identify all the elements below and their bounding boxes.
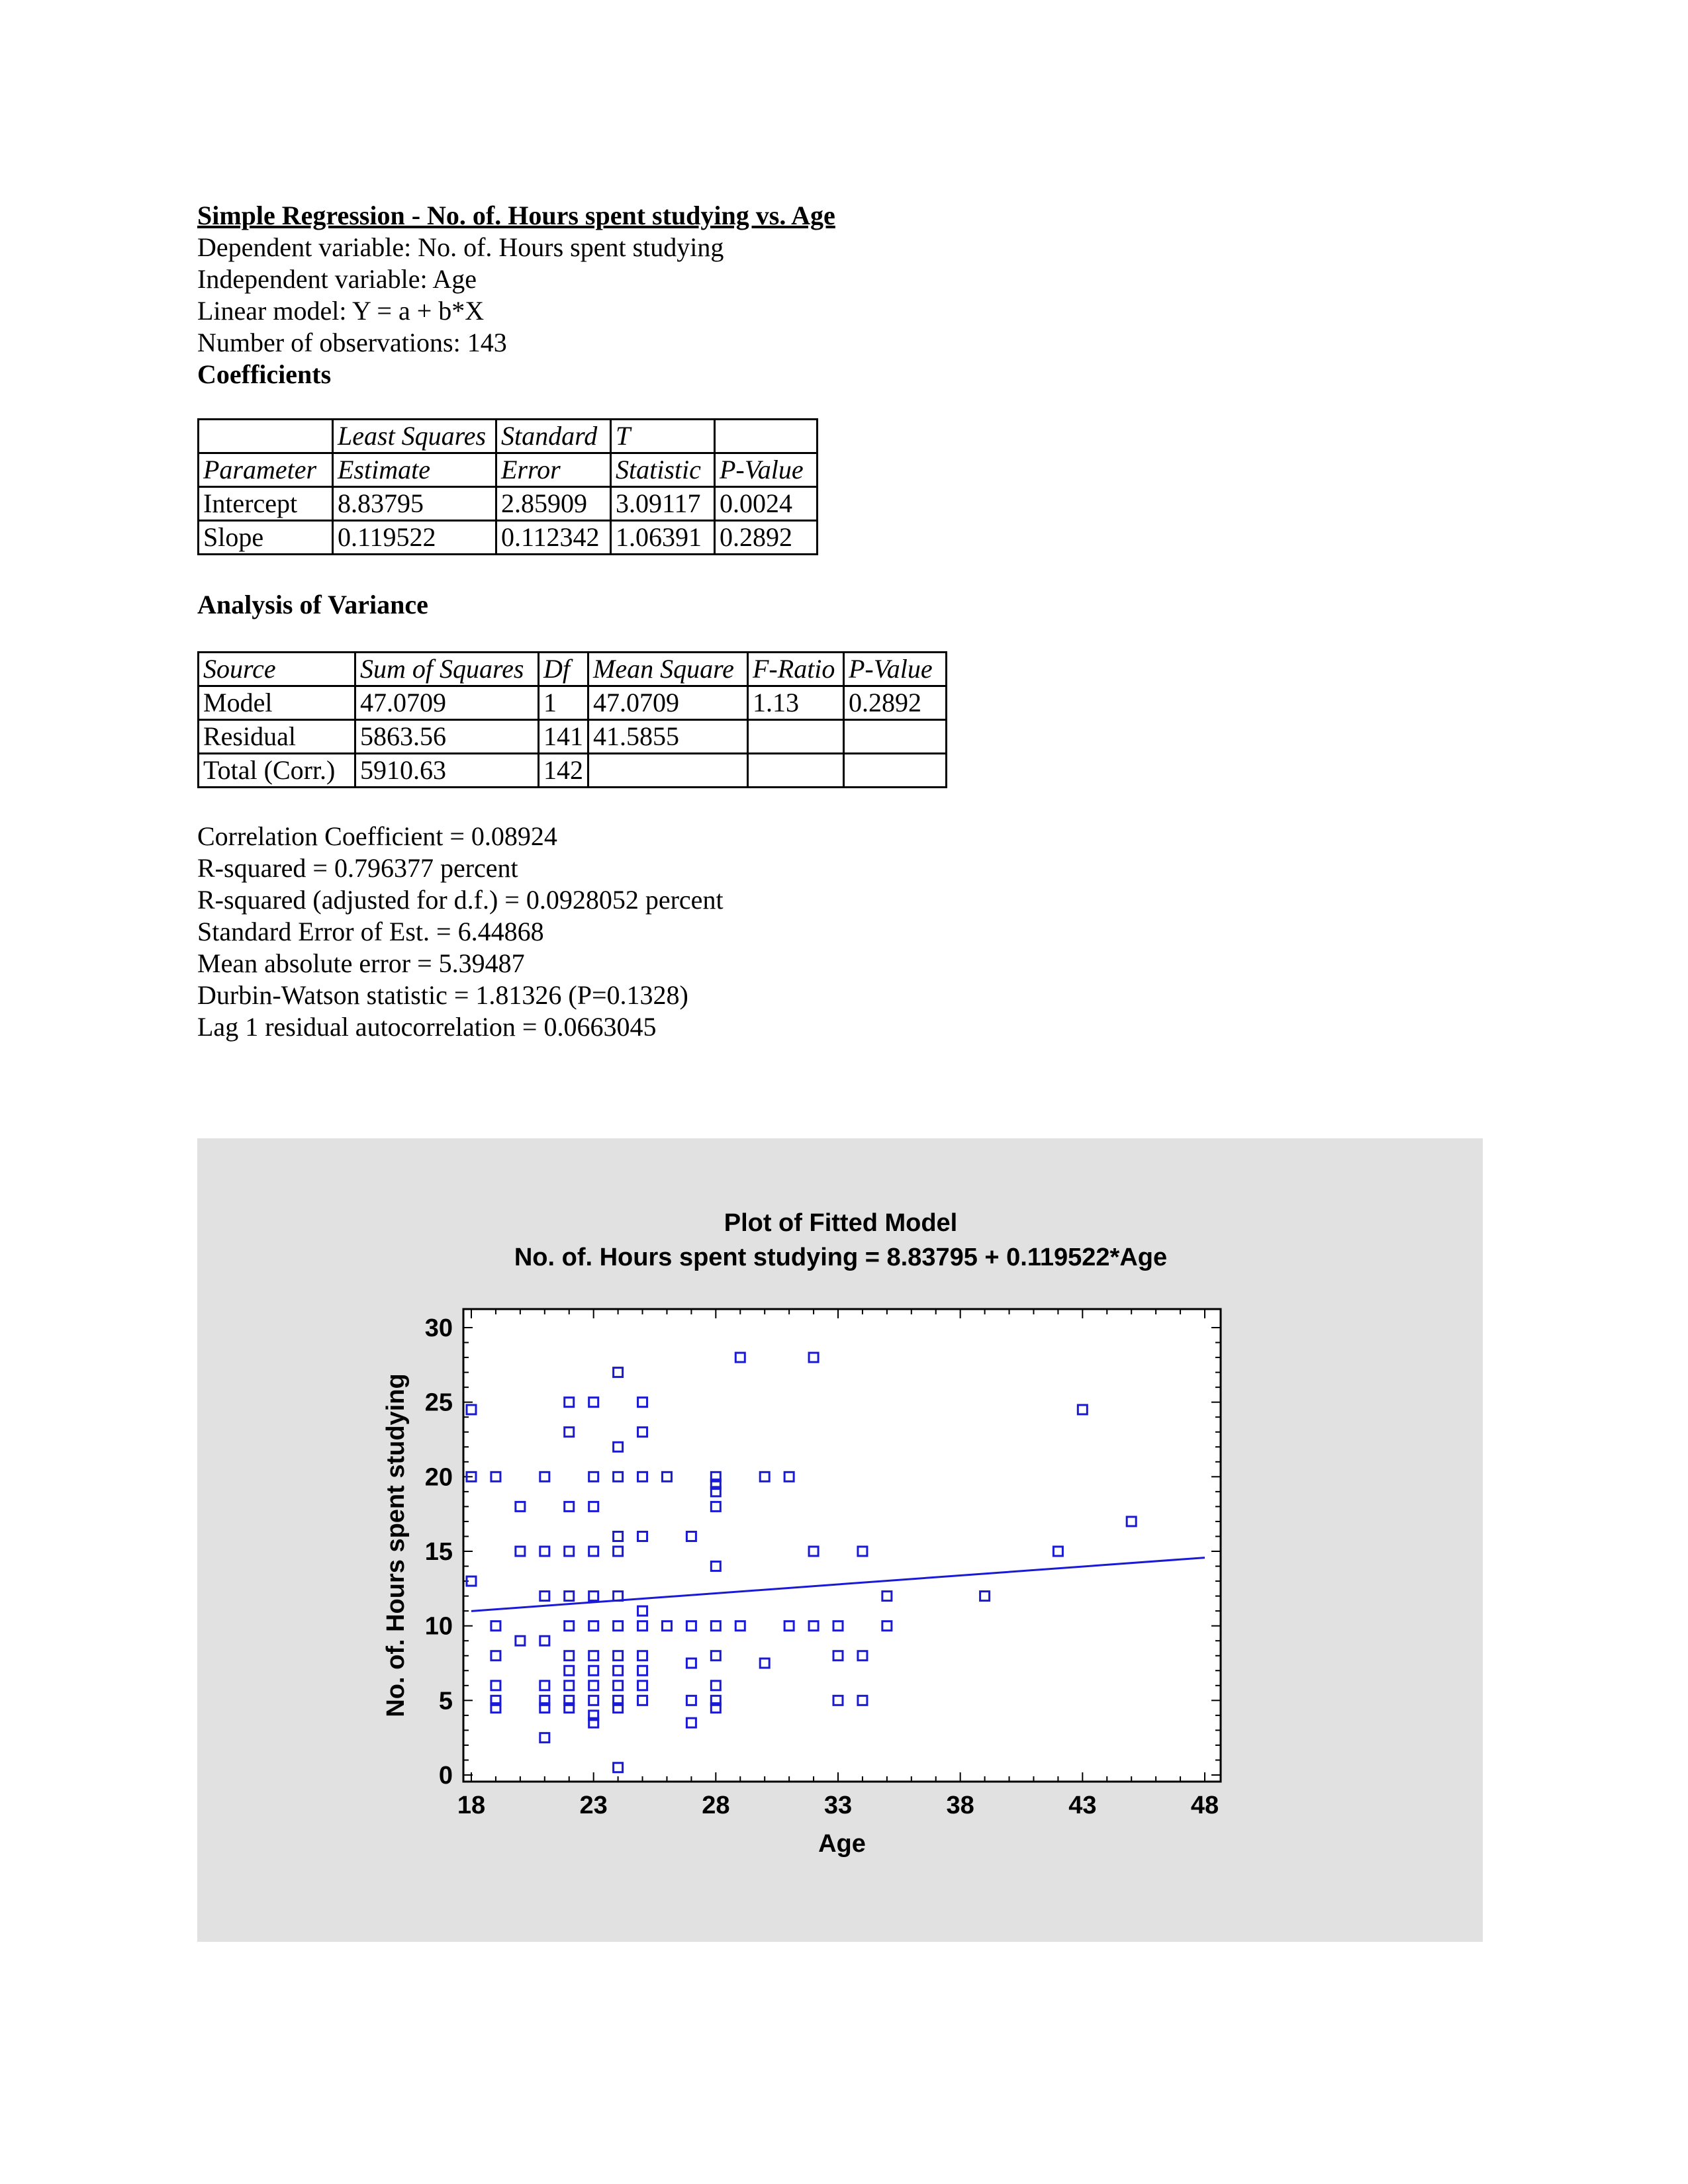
y-tick-label: 30 [424,1314,453,1342]
x-tick-label: 28 [702,1792,730,1819]
coefficients-heading: Coefficients [197,359,332,389]
y-tick-label: 5 [438,1687,453,1715]
table-header-cell [199,420,333,453]
table-header-cell: Standard [496,420,611,453]
table-row [199,686,947,720]
x-tick-label: 18 [457,1792,486,1819]
table-row [199,720,947,754]
dependent-variable: Dependent variable: No. of. Hours spent studying [197,232,724,262]
table-cell: Residual [199,720,355,754]
table-cell: Model [199,686,355,720]
table-header-cell: P-Value [844,653,947,686]
table-cell: Slope [199,521,333,555]
report-header [197,200,835,390]
plot-canvas [197,1138,1483,1942]
table-cell: 5863.56 [355,720,539,754]
table-row [199,754,947,788]
table-cell: Total (Corr.) [199,754,355,788]
table-header-cell: Statistic [611,453,715,487]
y-tick-label: 25 [424,1388,453,1417]
x-tick-label: 23 [579,1792,608,1819]
table-cell: 0.0024 [715,487,818,521]
table-cell: 41.5855 [588,720,748,754]
table-cell: 0.119522 [333,521,496,555]
correlation-coefficient: Correlation Coefficient = 0.08924 [197,821,557,851]
table-cell [748,754,844,788]
independent-variable: Independent variable: Age [197,264,477,294]
table-cell: 47.0709 [355,686,539,720]
table-cell: 1 [539,686,588,720]
y-tick-label: 15 [424,1538,453,1566]
table-header-cell [715,420,818,453]
plot-area [463,1309,1221,1782]
mean-absolute-error: Mean absolute error = 5.39487 [197,948,525,978]
observation-count: Number of observations: 143 [197,328,507,357]
table-header-row [199,653,947,686]
y-tick-label: 20 [424,1463,453,1492]
durbin-watson: Durbin-Watson statistic = 1.81326 (P=0.1328) [197,980,688,1010]
fitted-model-plot [197,1138,1483,1942]
table-header-cell: Estimate [333,453,496,487]
table-cell: 3.09117 [611,487,715,521]
summary-statistics [197,821,724,1043]
chart-subtitle: No. of. Hours spent studying = 8.83795 + 0.119522*Age [514,1244,1168,1271]
table-cell: Intercept [199,487,333,521]
table-header-cell: Df [539,653,588,686]
table-header-cell: F-Ratio [748,653,844,686]
table-cell [844,754,947,788]
table-cell: 47.0709 [588,686,748,720]
lag1-autocorrelation: Lag 1 residual autocorrelation = 0.0663045 [197,1012,657,1042]
table-row [199,521,818,555]
x-tick-label: 33 [823,1792,853,1819]
chart-title: Plot of Fitted Model [724,1209,958,1237]
table-cell: 2.85909 [496,487,611,521]
x-tick-label: 43 [1068,1792,1097,1819]
table-header-cell: Source [199,653,355,686]
table-header-cell: Least Squares [333,420,496,453]
anova-heading: Analysis of Variance [197,590,428,619]
table-cell: 8.83795 [333,487,496,521]
standard-error: Standard Error of Est. = 6.44868 [197,917,544,946]
r-squared: R-squared = 0.796377 percent [197,853,518,883]
anova-table [197,651,947,788]
table-header-row [199,453,818,487]
table-header-cell: Sum of Squares [355,653,539,686]
y-tick-label: 10 [424,1612,453,1641]
table-cell: 0.112342 [496,521,611,555]
table-header-cell: T [611,420,715,453]
table-cell: 1.06391 [611,521,715,555]
table-header-cell: Mean Square [588,653,748,686]
x-axis-label: Age [818,1830,866,1858]
report-title: Simple Regression - No. of. Hours spent studying vs. Age [197,201,835,230]
coefficients-table [197,418,818,555]
table-header-cell: Error [496,453,611,487]
table-cell: 141 [539,720,588,754]
table-header-cell: P-Value [715,453,818,487]
linear-model: Linear model: Y = a + b*X [197,296,485,326]
x-tick-label: 48 [1190,1792,1219,1819]
table-row [199,487,818,521]
table-cell: 1.13 [748,686,844,720]
table-header-cell: Parameter [199,453,333,487]
table-cell [844,720,947,754]
table-cell: 0.2892 [715,521,818,555]
table-cell [748,720,844,754]
r-squared-adjusted: R-squared (adjusted for d.f.) = 0.0928052 percent [197,885,724,915]
x-tick-label: 38 [946,1792,974,1819]
table-cell [588,754,748,788]
table-cell: 142 [539,754,588,788]
y-axis-label: No. of. Hours spent studying [382,1373,410,1717]
table-cell: 5910.63 [355,754,539,788]
table-header-row [199,420,818,453]
table-cell: 0.2892 [844,686,947,720]
y-tick-label: 0 [438,1762,453,1790]
